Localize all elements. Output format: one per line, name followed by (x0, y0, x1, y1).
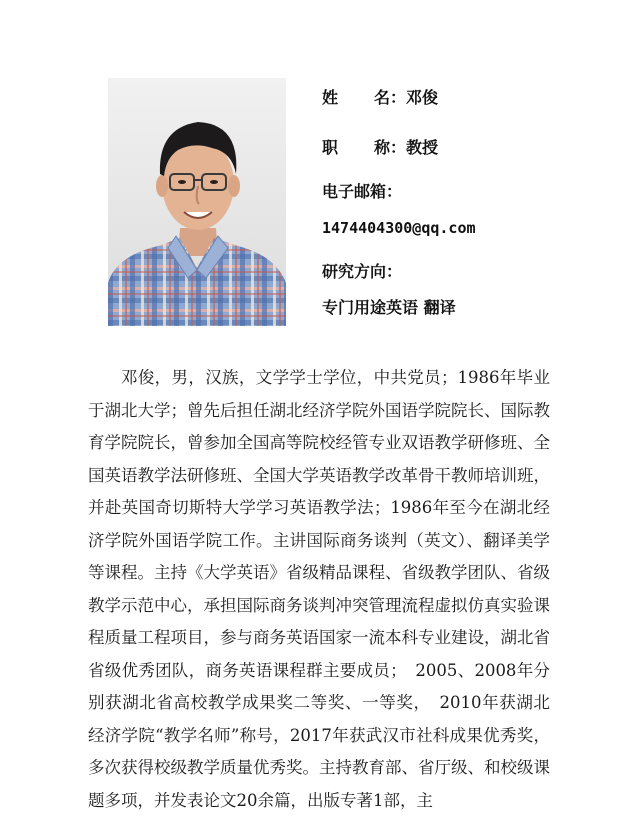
research-value: 专门用途英语 翻译 (322, 298, 456, 317)
email-label: 电子邮箱： (322, 182, 403, 201)
name-label: 姓 (322, 88, 339, 107)
research-label: 研究方向： (322, 262, 403, 281)
title-label-2: 称： (374, 138, 407, 157)
portrait-illustration (108, 78, 286, 326)
title-row (322, 138, 438, 158)
name-value: 邓俊 (406, 88, 439, 107)
name-row (322, 88, 438, 108)
title-value: 教授 (406, 138, 439, 157)
name-label-2: 名： (374, 88, 407, 107)
title-label: 职 (322, 138, 339, 157)
email-value: 1474404300@qq.com (322, 219, 476, 237)
biography-paragraph: 邓俊，男，汉族，文学学士学位，中共党员；1986年毕业于湖北大学；曾先后担任湖北经济学院外国语学院院长、国际教育学院院长，曾参加全国高等院校经管专业双语教学研修班、全国英语教学法研修班、全国大学英语教学改革骨干教师培训班，并赴英国奇切斯特大学学习英语教学法；1986年至今在湖北经济学院外国语学院工作。主讲国际商务谈判（英文）、翻译美学等课程。主持《大学英语》省级精品课程、省级教学团队、省级教学示范中心，承担国际商务谈判冲突管理流程虚拟仿真实验课程质量工程项目，参与商务英语国家一流本科专业建设，湖北省省级优秀团队，商务英语课程群主要成员； 2005、2008年分别获湖北省高校教学成果奖二等奖、一等奖， 2010年获湖北经济学院“教学名师”称号，2017年获武汉市社科成果优秀奖，多次获得校级教学质量优秀奖。主持教育部、省厅级、和校级课题多项，并发表论文20余篇，出版专著1部，主 (88, 368, 550, 810)
portrait-photo (108, 78, 286, 326)
